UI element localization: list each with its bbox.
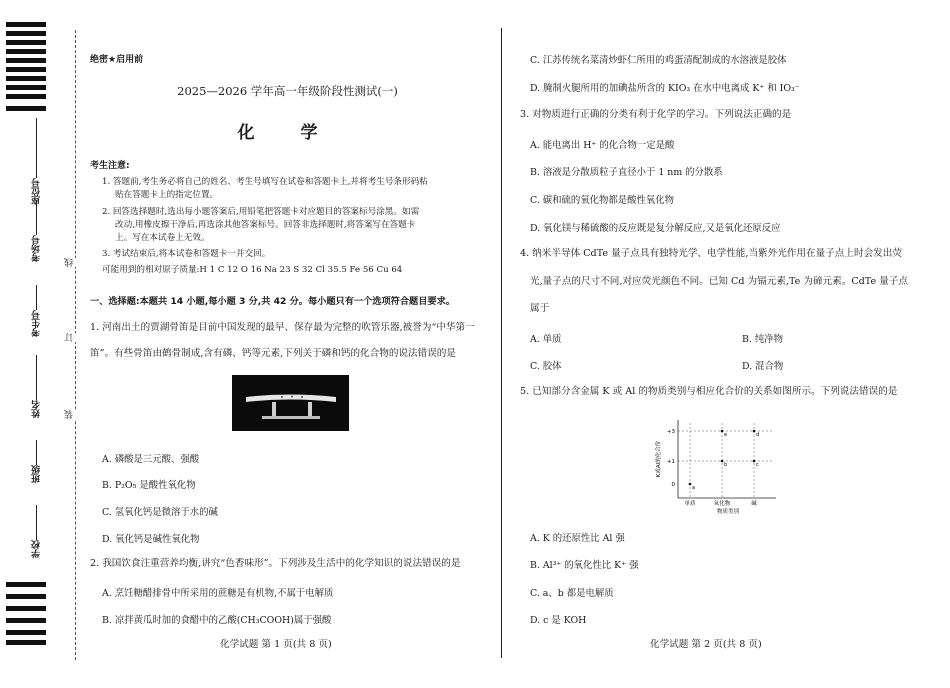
x-axis-label: 物质类别	[716, 509, 740, 515]
q3-option-b: B. 溶液是分散质粒子直径小于 1 nm 的分散系	[530, 167, 723, 178]
field-seat-number: 座位号	[26, 118, 46, 205]
x-tick-label: 氧化物	[713, 501, 731, 507]
q3-option-c: C. 碳和硫的氧化物都是酸性氧化物	[530, 195, 675, 206]
q5-stem: 5. 已知部分含金属 K 或 Al 的物质类别与相应化合价的关系如图所示。下列说法错误的是	[520, 386, 898, 397]
secret-label: 绝密★启用前	[90, 55, 144, 65]
q3-stem: 3. 对物质进行正确的分类有利于化学的学习。下列说法正确的是	[520, 109, 792, 120]
q1-stem: 1. 河南出土的贾湖骨笛是目前中国发现的最早、保存最为完整的吹管乐器,被誉为“中华第一	[90, 322, 475, 333]
field-class: 班级	[26, 440, 46, 483]
strip-bar	[6, 94, 46, 99]
q1-option-d: D. 氧化钙是碱性氧化物	[102, 534, 200, 545]
notice-title: 考生注意:	[90, 161, 130, 171]
notice-line: 改动,用橡皮擦干净后,再选涂其他答案标号。回答非选择题时,将答案写在答题卡	[115, 220, 416, 230]
x-tick-label: 单质	[684, 501, 696, 507]
strip-bar	[6, 49, 46, 54]
q4-option-c: C. 胶体	[530, 361, 562, 372]
data-point-label: a	[692, 485, 696, 491]
q3-option-d: D. 氧化镁与稀硫酸的反应既是复分解反应,又是氧化还原反应	[530, 223, 781, 234]
data-point	[753, 430, 756, 433]
exam-title: 2025—2026 学年高一年级阶段性测试(一)	[177, 84, 398, 98]
q2-option-c: C. 江苏传统名菜清炒虾仁所用的鸡蛋清配制成的水溶液是胶体	[530, 55, 787, 66]
q1-option-c: C. 氢氧化钙是微溶于水的碱	[102, 507, 218, 518]
strip-bar	[6, 67, 46, 72]
strip-bar	[6, 40, 46, 45]
field-name: 姓名	[26, 355, 46, 418]
q4-stem: 4. 纳米半导体 CdTe 量子点具有独特光学、电学性能,当紫外光作用在量子点上时会发出荧	[520, 248, 902, 259]
q5-option-c: C. a、b 都是电解质	[530, 588, 614, 599]
atomic-masses: 可能用到的相对原子质量:H 1 C 12 O 16 Na 23 S 32 Cl 35.5 Fe 56 Cu 64	[102, 265, 403, 275]
subject-title: 化 学	[237, 123, 338, 143]
q1-option-b: B. P₂O₅ 是酸性氧化物	[102, 480, 196, 491]
strip-bar	[6, 76, 46, 81]
strip-bar	[6, 640, 46, 645]
data-point-label: e	[724, 432, 728, 438]
y-tick-label: 0	[671, 482, 675, 488]
q5-option-d: D. c 是 KOH	[530, 615, 587, 626]
notice-line: 上。写在本试卷上无效。	[115, 233, 210, 243]
q2-option-a: A. 烹饪糖醋排骨中所采用的蔗糖是有机物,不属于电解质	[102, 588, 334, 599]
q5-option-a: A. K 的还原性比 Al 强	[530, 533, 625, 544]
q1-option-a: A. 磷酸是三元酸、强酸	[102, 454, 200, 465]
y-tick-label: +3	[666, 429, 675, 435]
strip-bar	[6, 106, 46, 111]
cut-mark-line: 线	[65, 258, 75, 267]
data-point	[721, 430, 724, 433]
column-divider	[501, 28, 502, 658]
notice-line: 1. 答题前,考生务必将自己的姓名、考生号填写在试卷和答题卡上,并将考生号条形码粘	[102, 177, 428, 187]
notice-line: 2. 回答选择题时,选出每小题答案后,用铅笔把答题卡对应题目的答案标号涂黑。如需	[102, 207, 420, 217]
binding-dashed-line	[75, 30, 76, 660]
strip-bar	[6, 85, 46, 90]
strip-bar	[6, 606, 46, 611]
data-point-label: b	[724, 462, 728, 468]
data-point	[721, 460, 724, 463]
q4-stem: 属于	[530, 303, 550, 314]
field-exam-room: 考场号	[26, 200, 46, 262]
field-school: 学校	[26, 505, 46, 558]
section-title: 一、选择题:本题共 14 小题,每小题 3 分,共 42 分。每小题只有一个选项符合题目要求。	[90, 296, 455, 307]
field-student-number: 考生号	[26, 285, 46, 337]
page-footer-left: 化学试题 第 1 页(共 8 页)	[220, 639, 332, 650]
q4-option-b: B. 纯净物	[742, 334, 783, 345]
q2-option-b: B. 凉拌黄瓜时加的食醋中的乙酸(CH₃COOH)属于强酸	[102, 615, 332, 626]
strip-bar	[6, 22, 46, 27]
notice-line: 贴在答题卡上的指定位置。	[115, 190, 219, 200]
notice-line: 3. 考试结束后,将本试卷和答题卡一并交回。	[102, 249, 271, 259]
strip-bar	[6, 618, 46, 623]
q4-option-d: D. 混合物	[742, 361, 784, 372]
strip-bar	[6, 582, 46, 587]
strip-bar	[6, 594, 46, 599]
q3-option-a: A. 能电离出 H⁺ 的化合物一定是酸	[530, 140, 675, 151]
strip-bar	[6, 58, 46, 63]
q5-option-b: B. Al³⁺ 的氧化性比 K⁺ 强	[530, 560, 639, 571]
page-footer-right: 化学试题 第 2 页(共 8 页)	[650, 639, 762, 650]
y-axis-label: K或Al的化合价	[656, 440, 662, 478]
data-point	[689, 483, 692, 486]
q2-option-d: D. 腌制火腿所用的加碘盐所含的 KIO₃ 在水中电离成 K⁺ 和 IO₃⁻	[530, 83, 800, 94]
x-tick-label: 碱	[751, 501, 757, 507]
q4-option-a: A. 单质	[530, 334, 562, 345]
data-point-label: c	[756, 462, 759, 468]
data-point	[753, 460, 756, 463]
y-tick-label: +1	[666, 459, 675, 465]
bone-flute-photo	[232, 375, 349, 431]
data-point-label: d	[756, 432, 760, 438]
strip-bar	[6, 630, 46, 635]
q2-stem: 2. 我国饮食注重营养均衡,讲究“色香味形”。下列涉及生活中的化学知识的说法错误的是	[90, 558, 461, 569]
strip-bar	[6, 31, 46, 36]
valence-chart	[652, 415, 780, 515]
q4-stem: 光,量子点的尺寸不同,对应荧光颜色不同。已知 Cd 为镉元素,Te 为碲元素。CdTe 量子点	[530, 276, 908, 287]
cut-mark-fold: 装	[65, 410, 75, 419]
cut-mark-bind: 订	[65, 333, 75, 342]
q1-stem: 笛”。有些骨笛由鹤骨制成,含有磷、钙等元素,下列关于磷和钙的化合物的说法错误的是	[90, 348, 456, 359]
